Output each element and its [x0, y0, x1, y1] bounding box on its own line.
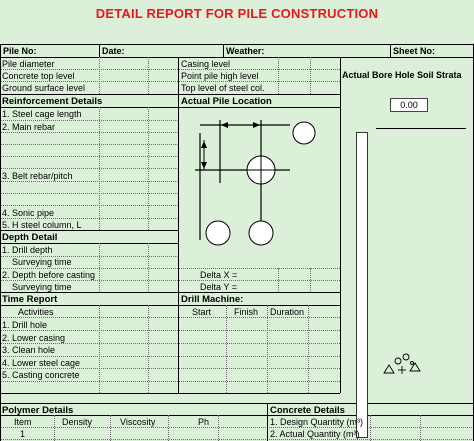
steel-cage-length-label: 1. Steel cage length: [2, 109, 82, 119]
drill-depth-label: 1. Drill depth: [2, 245, 53, 255]
pile-no-label: Pile No:: [3, 46, 37, 56]
design-quantity-label: 1. Design Quantity (m³): [270, 417, 364, 427]
pile-location-title: Actual Pile Location: [181, 96, 272, 107]
belt-rebar-label: 3. Belt rebar/pitch: [2, 171, 73, 181]
pile-circle-bottom-left: [206, 221, 230, 245]
depth-before-casting-label: 2. Depth before casting: [2, 270, 96, 280]
top-level-steel-col-label: Top level of steel col.: [181, 83, 265, 93]
dim-arrow-right: [253, 122, 260, 128]
actual-quantity-label: 2. Actual Quantity (m³): [270, 429, 360, 439]
sonic-pipe-label: 4. Sonic pipe: [2, 208, 55, 218]
dim-arrow-down: [201, 162, 207, 169]
sheet-no-label: Sheet No:: [393, 46, 436, 56]
polymer-details-title: Polymer Details: [2, 405, 74, 416]
pile-diameter-label: Pile diameter: [2, 59, 55, 69]
strata-title: Actual Bore Hole Soil Strata: [342, 70, 462, 80]
delta-y-label: Delta Y =: [200, 282, 237, 292]
surveying-time-label-2: Surveying time: [12, 282, 72, 292]
delta-x-label: Delta X =: [200, 270, 238, 280]
time-report-title: Time Report: [2, 294, 58, 305]
polymer-density-header: Density: [62, 417, 93, 427]
casing-level-label: Casing level: [181, 59, 231, 69]
surveying-time-label-1: Surveying time: [12, 257, 72, 267]
h-steel-column-label: 5. H steel column, L: [2, 220, 82, 230]
activity-clean-hole: 3. Clean hole: [2, 345, 56, 355]
finish-column-header: Finish: [234, 307, 259, 317]
polymer-viscosity-header: Viscosity: [120, 417, 156, 427]
weather-label: Weather:: [226, 46, 265, 56]
duration-column-header: Duration: [270, 307, 305, 317]
date-label: Date:: [102, 46, 125, 56]
activity-casting-concrete: 5. Casting concrete: [2, 370, 80, 380]
polymer-item-header: Item: [14, 417, 32, 427]
polymer-ph-header: Ph: [198, 417, 210, 427]
point-pile-high-level-label: Point pile high level: [181, 71, 259, 81]
reinforcement-title: Reinforcement Details: [2, 96, 103, 107]
strata-top-value[interactable]: 0.00: [390, 98, 428, 112]
main-rebar-label: 2. Main rebar: [2, 122, 56, 132]
activities-header: Activities: [18, 307, 54, 317]
dim-arrow-up: [201, 141, 207, 148]
polymer-row-number: 1: [20, 429, 26, 439]
drill-machine-title: Drill Machine:: [181, 294, 244, 305]
concrete-details-title: Concrete Details: [270, 405, 345, 416]
activity-lower-steel-cage: 4. Lower steel cage: [2, 358, 81, 368]
soil-symbol-icon: [384, 354, 420, 374]
pile-circle-bottom-right: [249, 221, 273, 245]
concrete-top-level-label: Concrete top level: [2, 71, 75, 81]
activity-drill-hole: 1. Drill hole: [2, 320, 48, 330]
report-title: DETAIL REPORT FOR PILE CONSTRUCTION: [95, 6, 379, 21]
ground-surface-level-label: Ground surface level: [2, 83, 86, 93]
depth-title: Depth Detail: [2, 232, 58, 243]
dim-arrow-left: [221, 122, 228, 128]
pile-circle-top-right: [293, 122, 315, 144]
activity-lower-casing: 2. Lower casing: [2, 333, 66, 343]
start-column-header: Start: [192, 307, 212, 317]
